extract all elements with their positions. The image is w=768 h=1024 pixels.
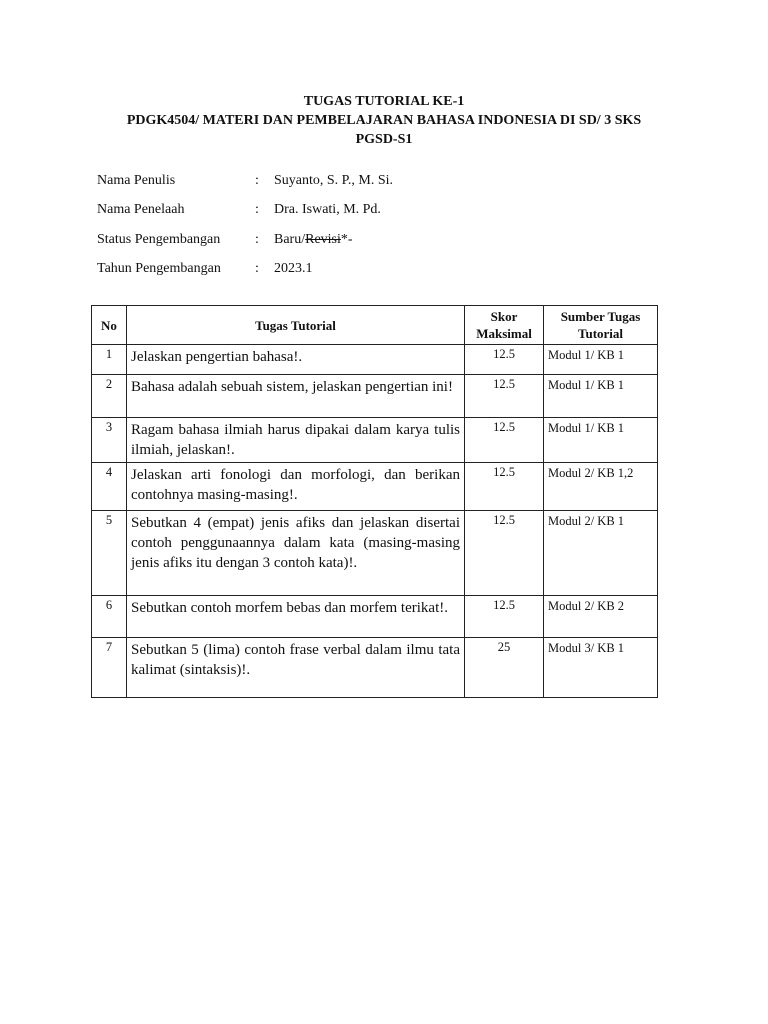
document-header — [0, 92, 768, 149]
cell-source: Modul 1/ KB 1 — [544, 418, 658, 463]
table-row — [92, 463, 658, 511]
status-revisi-struck: Revisi — [305, 231, 341, 247]
cell-source: Modul 2/ KB 1,2 — [544, 463, 658, 511]
cell-task: Sebutkan contoh morfem bebas dan morfem terikat!. — [127, 596, 465, 638]
cell-source: Modul 1/ KB 1 — [544, 345, 658, 375]
cell-source: Modul 2/ KB 1 — [544, 511, 658, 596]
cell-score: 12.5 — [465, 375, 544, 418]
tutorial-task-table — [91, 305, 658, 698]
cell-task: Sebutkan 5 (lima) contoh frase verbal dalam ilmu tata kalimat (sintaksis)!. — [127, 638, 465, 698]
cell-no: 2 — [92, 375, 127, 418]
cell-task: Sebutkan 4 (empat) jenis afiks dan jelaskan disertai contoh penggunaannya dalam kata (masing-masing jenis afiks itu dengan 3 contoh kata)!. — [127, 511, 465, 596]
cell-score: 12.5 — [465, 463, 544, 511]
meta-colon: : — [255, 261, 259, 277]
meta-colon: : — [255, 172, 259, 188]
col-header-score-line2: Maksimal — [476, 326, 532, 341]
meta-label: Nama Penulis — [97, 172, 176, 188]
cell-task: Jelaskan arti fonologi dan morfologi, dan berikan contohnya masing-masing!. — [127, 463, 465, 511]
meta-value: 2023.1 — [274, 261, 313, 277]
meta-colon: : — [255, 231, 259, 247]
header-program: PGSD-S1 — [355, 132, 413, 147]
meta-label: Status Pengembangan — [97, 231, 221, 247]
table-row — [92, 345, 658, 375]
col-header-source-line1: Sumber Tugas — [560, 309, 641, 324]
cell-source: Modul 2/ KB 2 — [544, 596, 658, 638]
cell-score: 12.5 — [465, 418, 544, 463]
table-row — [92, 418, 658, 463]
cell-score: 12.5 — [465, 345, 544, 375]
meta-label: Nama Penelaah — [97, 202, 185, 218]
meta-colon: : — [255, 202, 259, 218]
col-header-score-line1: Skor — [490, 309, 518, 324]
cell-score: 12.5 — [465, 596, 544, 638]
meta-row-status — [97, 225, 393, 255]
meta-row-reviewer — [97, 196, 393, 226]
meta-value: Dra. Iswati, M. Pd. — [274, 202, 381, 218]
col-header-no: No — [92, 306, 127, 345]
cell-score: 12.5 — [465, 511, 544, 596]
cell-no: 1 — [92, 345, 127, 375]
meta-row-author — [97, 166, 393, 196]
cell-task: Jelaskan pengertian bahasa!. — [127, 345, 465, 375]
cell-source: Modul 3/ KB 1 — [544, 638, 658, 698]
table-row — [92, 511, 658, 596]
cell-task: Bahasa adalah sebuah sistem, jelaskan pengertian ini! — [127, 375, 465, 418]
table-row — [92, 638, 658, 698]
header-title: TUGAS TUTORIAL KE-1 — [303, 94, 465, 109]
cell-source: Modul 1/ KB 1 — [544, 375, 658, 418]
cell-no: 7 — [92, 638, 127, 698]
meta-row-year — [97, 255, 393, 285]
cell-no: 3 — [92, 418, 127, 463]
status-suffix: *- — [340, 231, 353, 247]
table-row — [92, 375, 658, 418]
status-baru: Baru/ — [274, 231, 306, 247]
table-row — [92, 596, 658, 638]
cell-score: 25 — [465, 638, 544, 698]
cell-task: Ragam bahasa ilmiah harus dipakai dalam karya tulis ilmiah, jelaskan!. — [127, 418, 465, 463]
col-header-source-line2: Tutorial — [577, 326, 624, 341]
col-header-score — [465, 306, 544, 345]
cell-no: 6 — [92, 596, 127, 638]
cell-no: 4 — [92, 463, 127, 511]
table-header-row — [92, 306, 658, 345]
meta-label: Tahun Pengembangan — [97, 261, 221, 277]
cell-no: 5 — [92, 511, 127, 596]
col-header-task: Tugas Tutorial — [127, 306, 465, 345]
meta-value: Suyanto, S. P., M. Si. — [274, 172, 394, 188]
col-header-source — [544, 306, 658, 345]
document-meta — [97, 166, 393, 284]
meta-value-status — [274, 232, 353, 248]
header-course: PDGK4504/ MATERI DAN PEMBELAJARAN BAHASA INDONESIA DI SD/ 3 SKS — [126, 113, 642, 128]
